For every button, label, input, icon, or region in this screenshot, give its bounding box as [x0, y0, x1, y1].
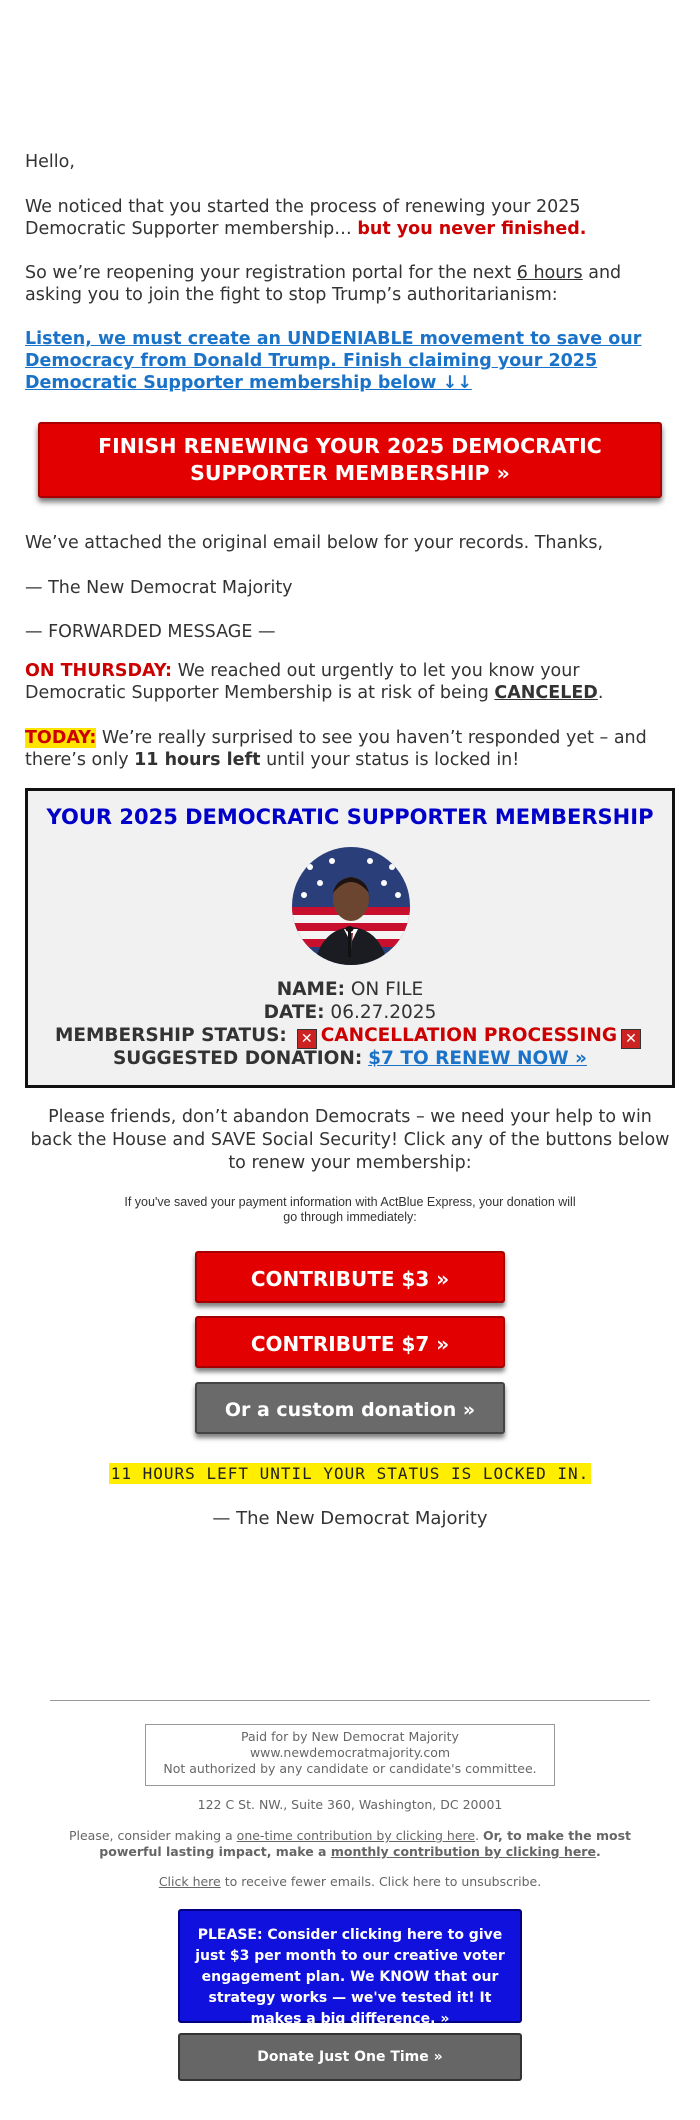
- greeting: Hello,: [25, 152, 75, 172]
- appeal-text: Please friends, don’t abandon Democrats – we need your help to win back the House and SAVE Social Security! Click any of the buttons below to renew your membership:: [30, 1107, 670, 1173]
- date-row: [28, 1002, 672, 1023]
- mailing-address: 122 C St. NW., Suite 360, Washington, DC 20001: [197, 1797, 503, 1812]
- membership-card: [25, 788, 675, 1088]
- finish-renewing-button[interactable]: FINISH RENEWING YOUR 2025 DEMOCRATIC SUPPORTER MEMBERSHIP »: [38, 422, 662, 498]
- consider-text: Please, consider making a: [68, 1828, 237, 1843]
- forwarded-divider: — FORWARDED MESSAGE —: [25, 622, 276, 642]
- donation-row: [28, 1048, 672, 1069]
- status-label: MEMBERSHIP STATUS:: [54, 1025, 287, 1046]
- email-preferences: [60, 1874, 640, 1890]
- name-row: [28, 979, 672, 1000]
- contribution-options: [60, 1828, 640, 1860]
- x-mark-icon: ✕: [621, 1029, 641, 1049]
- monthly-donation-button[interactable]: PLEASE: Consider clicking here to give just $3 per month to our creative voter engagement plan. We KNOW that our strategy works — we've tested it! It makes a big difference. »: [178, 1909, 522, 2023]
- contribute-7-button[interactable]: CONTRIBUTE $7 »: [195, 1316, 505, 1368]
- canceled-text: CANCELED: [494, 683, 598, 703]
- membership-card-title: YOUR 2025 DEMOCRATIC SUPPORTER MEMBERSHIP: [46, 805, 654, 829]
- candidate-photo: [292, 847, 410, 965]
- donation-label: SUGGESTED DONATION:: [112, 1048, 363, 1069]
- today-text-b: until your status is locked in!: [260, 750, 520, 770]
- thursday-text: We reached out urgently to let you know your Democratic Supporter Membership is at risk of being: [25, 661, 580, 703]
- contribute-3-button[interactable]: CONTRIBUTE $3 »: [195, 1251, 505, 1303]
- fewer-emails-text: to receive fewer emails. Click here to unsubscribe.: [220, 1874, 542, 1889]
- finish-claiming-link[interactable]: Listen, we must create an UNDENIABLE movement to save our Democracy from Donald Trump. Finish claiming your 2025 Democratic Supporter membership below ↓↓: [25, 329, 642, 393]
- lasting-impact-end: .: [595, 1844, 601, 1859]
- today-paragraph: [25, 727, 675, 771]
- name-label: NAME:: [276, 979, 345, 1000]
- signature: — The New Democrat Majority: [25, 578, 293, 598]
- monthly-contribution-link[interactable]: monthly contribution by clicking here: [330, 1844, 596, 1859]
- donate-one-time-button[interactable]: Donate Just One Time »: [178, 2033, 522, 2081]
- thursday-paragraph: [25, 660, 675, 704]
- footer-divider: [50, 1700, 650, 1701]
- paid-for-text: Paid for by New Democrat Majority: [241, 1729, 459, 1744]
- today-text-a: We’re really surprised to see you haven’t responded yet – and there’s only: [25, 728, 647, 770]
- membership-link-paragraph: [25, 328, 675, 394]
- paid-for-box: [145, 1724, 555, 1786]
- one-time-contribution-link[interactable]: one-time contribution by clicking here: [236, 1828, 476, 1843]
- status-value: CANCELLATION PROCESSING: [320, 1025, 618, 1046]
- fewer-emails-link[interactable]: Click here: [158, 1874, 221, 1889]
- thursday-end: .: [597, 683, 604, 703]
- not-authorized-text: Not authorized by any candidate or candidate's committee.: [163, 1761, 537, 1776]
- intro-text: We noticed that you started the process of renewing your 2025 Democratic Supporter membership…: [25, 197, 581, 239]
- today-label: TODAY:: [25, 728, 97, 748]
- custom-donation-button[interactable]: Or a custom donation »: [195, 1382, 505, 1434]
- hours-left-text: 11 hours left: [134, 750, 261, 770]
- consider-text-b: .: [475, 1828, 484, 1843]
- name-value: ON FILE: [350, 979, 424, 1000]
- thursday-label: ON THURSDAY:: [25, 661, 173, 681]
- locked-in-text: 11 HOURS LEFT UNTIL YOUR STATUS IS LOCKED IN.: [110, 1464, 590, 1483]
- website-text: www.newdemocratmajority.com: [249, 1745, 451, 1760]
- reopen-text-b: and asking you to join the fight to stop Trump’s authoritarianism:: [25, 263, 622, 305]
- actblue-note: If you've saved your payment information with ActBlue Express, your donation will go through immediately:: [124, 1195, 576, 1224]
- lasting-impact-text: Or, to make the most powerful lasting impact, make a: [99, 1828, 632, 1859]
- reopen-paragraph: [25, 262, 675, 306]
- six-hours-text: 6 hours: [516, 263, 583, 283]
- never-finished-text: but you never finished.: [357, 219, 587, 239]
- closing-signature: — The New Democrat Majority: [212, 1508, 488, 1529]
- locked-in-line: [25, 1464, 675, 1483]
- renew-now-link[interactable]: $7 TO RENEW NOW »: [368, 1048, 588, 1069]
- attached-note: We’ve attached the original email below for your records. Thanks,: [25, 533, 604, 553]
- reopen-text-a: So we’re reopening your registration portal for the next: [25, 263, 517, 283]
- date-label: DATE:: [263, 1002, 325, 1023]
- x-mark-icon: ✕: [297, 1029, 317, 1049]
- intro-paragraph: [25, 196, 675, 240]
- date-value: 06.27.2025: [330, 1002, 437, 1023]
- status-row: [28, 1025, 672, 1049]
